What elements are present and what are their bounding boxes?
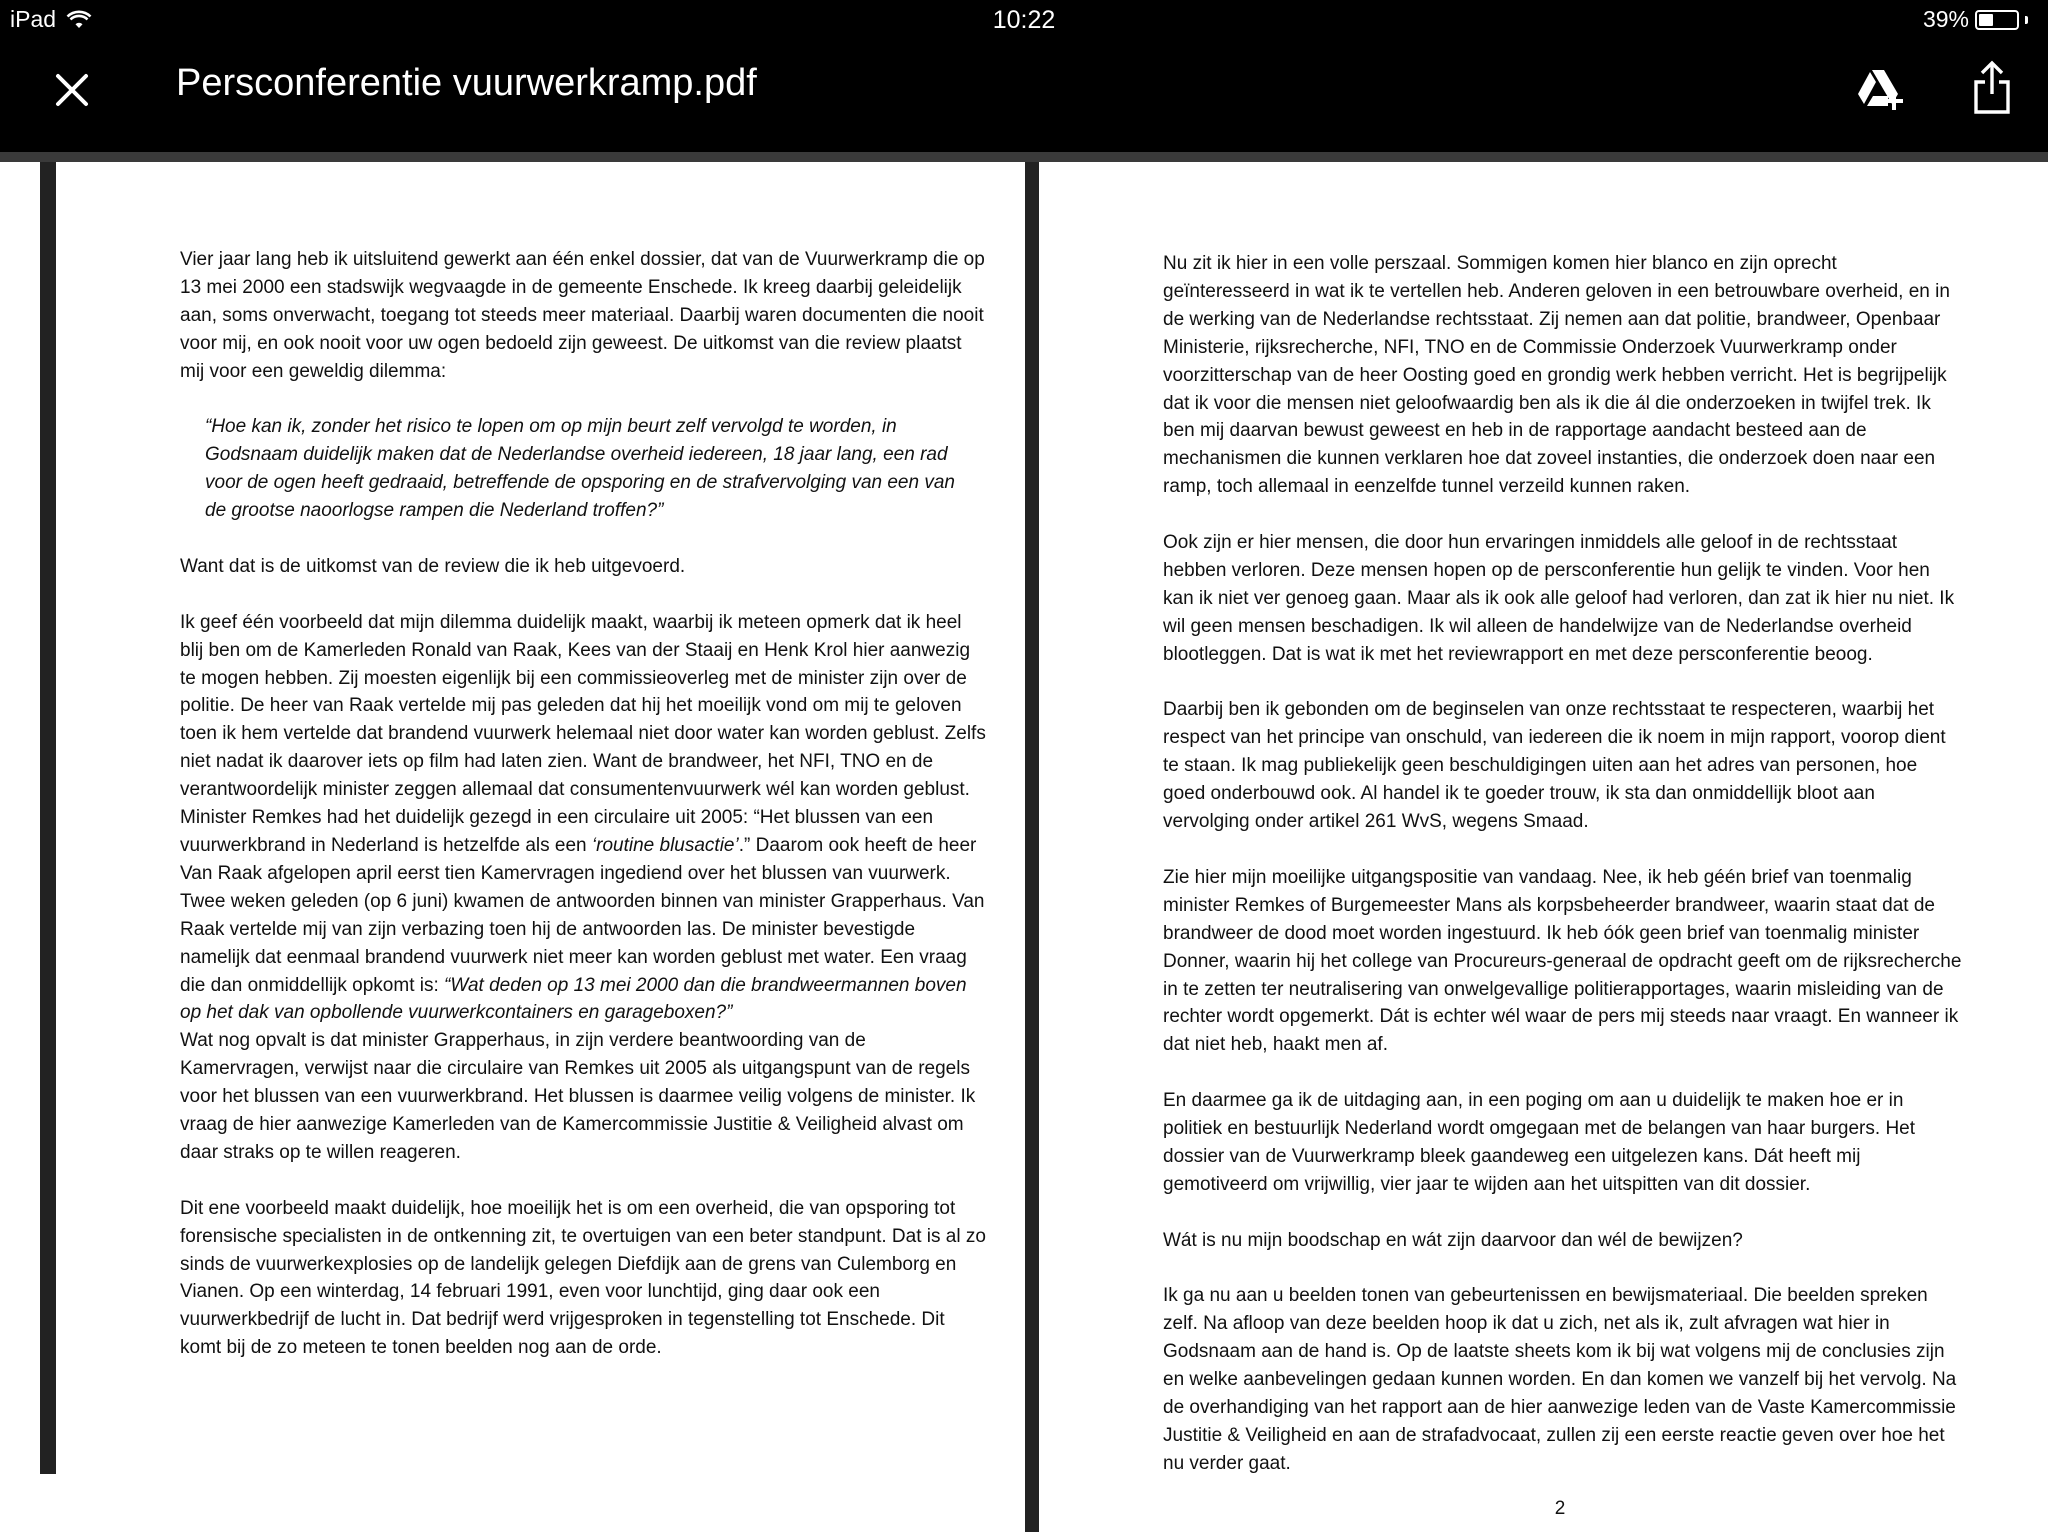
clock: 10:22 bbox=[992, 6, 1056, 34]
battery-percentage: 39% bbox=[1922, 6, 1969, 32]
paragraph: Dit ene voorbeeld maakt duidelijk, hoe moeilijk het is om een overheid, die van opsporing tot forensische specialisten in de ontkenning zit, te overtuigen van een beter standpunt. Dat is al zo sinds de vuurwerkexplosies op de landelijk gelegen Diefdijk aan de grens van Culemborg en Vianen. Op een winterdag, 14 februari 1991, even voor lunchtijd, ging daar ook een vuurwerkbedrijf de lucht in. Dat bedrijf werd vrijgesproken in tegenstelling tot Enschede. Dit komt bij de zo meteen te tonen beelden nog aan de orde. bbox=[180, 1197, 986, 1359]
pdf-viewer[interactable] bbox=[0, 152, 2048, 1536]
battery-tip bbox=[2025, 16, 2028, 24]
pdf-page-right bbox=[1163, 250, 1963, 1506]
text-run: Ik geef één voorbeeld dat mijn dilemma duidelijk maakt, waarbij ik meteen opmerk dat ik heel blij ben om de Kamerleden Ronald van Raak, Kees van der Staaij en Henk Krol hier aanwezig te mogen hebben. Zij moesten eigenlijk bij een commissieoverleg met de minister zijn over de politie. De heer van Raak vertelde mij pas geleden dat hij het moeilijk vond om mij te geloven toen ik hem vertelde dat brandend vuurwerk helemaal niet door water kan worden geblust. Zelfs niet nadat ik daarover iets op film had laten zien. Want de brandweer, het NFI, TNO en de verantwoordelijk minister zeggen allemaal dat consumentenvuurwerk wél kan worden geblust. Minister Remkes had het duidelijk gezegd in een circulaire uit 2005: “Het blussen van een vuurwerkbrand in Nederland is hetzelfde als een bbox=[180, 611, 986, 856]
paragraph: Daarbij ben ik gebonden om de beginselen van onze rechtsstaat te respecteren, waarbij het respect van het principe van onschuld, van iedereen die ik noem in mijn rapport, voorop dient te staan. Ik mag publiekelijk geen beschuldigingen uiten aan het adres van personen, hoe goed onderbouwd ook. Al handel ik te goeder trouw, ik sta dan onmiddellijk bloot aan vervolging onder artikel 261 WvS, wegens Smaad. bbox=[1163, 699, 1946, 833]
paragraph: Ik ga nu aan u beelden tonen van gebeurtenissen en bewijsmateriaal. Die beelden spreken zelf. Na afloop van deze beelden hoop ik dat u zich, net als ik, zult afvragen wat hier in Godsnaam aan de hand is. Op de laatste sheets kom ik bij wat volgens mij de conclusies zijn en welke aanbevelingen gedaan kunnen worden. En dan komen we vanzelf bij het vervolg. Na de overhandiging van het rapport aan de hier aanwezige leden van de Vaste Kamercommissie Justitie & Veiligheid en aan de strafadvocaat, zullen zij een eerste reactie geven over hoe het nu verder gaat. bbox=[1163, 1285, 1957, 1474]
document-title: Persconferentie vuurwerkramp.pdf bbox=[176, 62, 757, 104]
page-separator bbox=[1025, 162, 1039, 1532]
share-button[interactable] bbox=[1970, 60, 2014, 116]
status-bar bbox=[0, 0, 2048, 40]
paragraph: Zie hier mijn moeilijke uitgangspositie van vandaag. Nee, ik heb géén brief van toenmalig minister Remkes of Burgemeester Mans als korpsbeheerder brandweer, waarin staat dat de brandweer de dood moet worden ingestuurd. Ik heb óók geen brief van toenmalig minister Donner, waarin hij het college van Procureurs-generaal de opdracht geeft om de rijksrecherche in te zetten ter neutralisering van onwelgevallige politierapportages, waarin misleiding van de rechter wordt opgemerkt. Dát is echter wél waar de pers mij steeds naar vraagt. En wanneer ik dat niet heb, haakt men af. bbox=[1163, 866, 1962, 1056]
document-toolbar bbox=[0, 40, 2048, 152]
page-number: 2 bbox=[1554, 1498, 1566, 1519]
text-run: .” Daarom ook heeft de heer Van Raak afgelopen april eerst tien Kamervragen ingediend over het blussen van vuurwerk. Twee weken geleden (op 6 juni) kwamen de antwoorden binnen van minister Grapperhaus. Van Raak vertelde mij van zijn verbazing toen hij de antwoorden las. De minister bevestigde namelijk dat eenmaal brandend vuurwerk niet meer kan worden geblust met water. Een vraag die dan onmiddellijk opkomt is: bbox=[180, 834, 985, 996]
paragraph bbox=[180, 609, 986, 1028]
battery-level bbox=[1979, 14, 1993, 26]
device-label: iPad bbox=[10, 6, 57, 32]
quote-paragraph: “Hoe kan ik, zonder het risico te lopen om op mijn beurt zelf vervolgd te worden, in Godsnaam duidelijk maken dat de Nederlandse overheid iedereen, 18 jaar lang, een rad voor de ogen heeft gedraaid, betreffende de opsporing en de strafvervolging van een van de grootse naoorlogse rampen die Nederland troffen?” bbox=[205, 416, 955, 522]
italic-text: ‘routine blusactie’ bbox=[591, 834, 739, 856]
close-button[interactable] bbox=[50, 68, 94, 112]
paragraph: Want dat is de uitkomst van de review die ik heb uitgevoerd. bbox=[180, 555, 686, 577]
paragraph: Wát is nu mijn boodschap en wát zijn daarvoor dan wél de bewijzen? bbox=[1163, 1229, 1743, 1251]
add-to-drive-button[interactable] bbox=[1854, 64, 1906, 116]
add-to-drive-icon bbox=[1854, 64, 1906, 116]
page-edge-left bbox=[40, 162, 56, 1474]
paragraph: Nu zit ik hier in een volle perszaal. Sommigen komen hier blanco en zijn oprecht geïnteresseerd in wat ik te vertellen heb. Anderen geloven in een betrouwbare overheid, en in de werking van de Nederlandse rechtsstaat. Zij nemen aan dat politie, brandweer, Openbaar Ministerie, rijksrecherche, NFI, TNO en de Commissie Onderzoek Vuurwerkramp onder voorzitterschap van de heer Oosting goed en grondig werk hebben verricht. Het is begrijpelijk dat ik voor die mensen niet geloofwaardig ben als ik die ál die onderzoeken in twijfel trek. Ik ben mij daarvan bewust geweest en heb in de rapportage aandacht besteed aan de mechanismen die kunnen verklaren hoe dat zoveel instanties, die onderzoek doen naar een ramp, toch allemaal in eenzelfde tunnel verzeild kunnen raken. bbox=[1163, 253, 1950, 498]
paragraph: Ook zijn er hier mensen, die door hun ervaringen inmiddels alle geloof in de rechtsstaat hebben verloren. Deze mensen hopen op de persconferentie hun gelijk te vinden. Voor hen kan ik niet ver genoeg gaan. Maar als ik ook alle geloof had verloren, dan zat ik hier nu niet. Ik wil geen mensen beschadigen. Ik wil alleen de handelwijze van de Nederlandse overheid blootleggen. Dat is wat ik met het reviewrapport en met deze persconferentie beoog. bbox=[1163, 532, 1955, 665]
share-icon bbox=[1970, 60, 2014, 116]
close-icon bbox=[50, 68, 94, 112]
italic-text: “Wat deden op 13 mei 2000 dan die brandweermannen boven op het dak van opbollende vuurwerkcontainers en garageboxen?” bbox=[180, 974, 967, 1024]
paragraph: Wat nog opvalt is dat minister Grapperhaus, in zijn verdere beantwoording van de Kamervragen, verwijst naar die circulaire van Remkes uit 2005 als uitgangspunt van de regels voor het blussen van een vuurwerkbrand. Het blussen is daarmee veilig volgens de minister. Ik vraag de hier aanwezige Kamerleden van de Kamercommissie Justitie & Veiligheid alvast om daar straks op te willen reageren. bbox=[180, 1030, 976, 1163]
paragraph: En daarmee ga ik de uitdaging aan, in een poging om aan u duidelijk te maken hoe er in politiek en bestuurlijk Nederland wordt omgegaan met de belangen van haar burgers. Het dossier van de Vuurwerkramp bleek gaandeweg een uitgelezen kans. Dát heeft mij gemotiveerd om vrijwillig, vier jaar te wijden aan het uitspitten van dit dossier. bbox=[1163, 1090, 1916, 1195]
pdf-page-left bbox=[180, 246, 986, 1390]
status-right bbox=[1923, 6, 2028, 33]
viewer-top-edge bbox=[0, 152, 2048, 162]
battery-icon bbox=[1975, 10, 2019, 30]
paragraph: Vier jaar lang heb ik uitsluitend gewerkt aan één enkel dossier, dat van de Vuurwerkramp die op 13 mei 2000 een stadswijk wegvaagde in de gemeente Enschede. Ik kreeg daarbij geleidelijk aan, soms onverwacht, toegang tot steeds meer materiaal. Daarbij waren documenten die nooit voor mij, en ook nooit voor uw ogen bedoeld zijn geweest. De uitkomst van die review plaatst mij voor een geweldig dilemma: bbox=[180, 249, 985, 382]
